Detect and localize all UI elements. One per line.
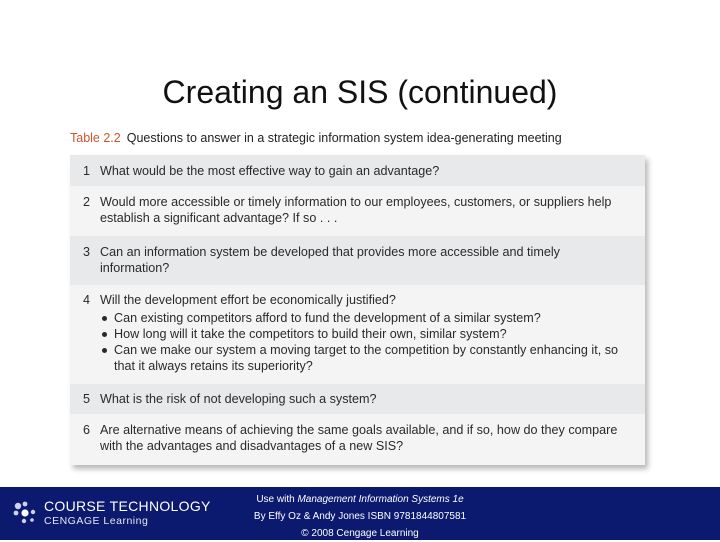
row-question: Are alternative means of achieving the same goals available, and if so, how do they compare with the advantages and disadvantages of a new SIS?: [100, 423, 618, 453]
questions-table: [70, 155, 645, 465]
row-question: Would more accessible or timely information to our employees, customers, or suppliers help establish a significant advantage? If so . . .: [100, 195, 612, 225]
logo-text-cengage: CENGAGE Learning: [44, 515, 149, 527]
bullet-list: [100, 310, 630, 374]
footer-bar: [0, 487, 720, 540]
footer-copyright: © 2008 Cengage Learning: [301, 528, 419, 539]
table-row: [70, 186, 645, 236]
logo-text-course-technology: COURSE TECHNOLOGY: [44, 498, 211, 514]
row-question: What is the risk of not developing such a system?: [100, 392, 377, 406]
row-question: Can an information system be developed that provides more accessible and timely information?: [100, 245, 560, 275]
table-row: [70, 155, 645, 186]
bullet-item: How long will it take the competitors to build their own, similar system?: [100, 326, 630, 342]
row-number: 2: [83, 195, 91, 209]
table-caption: [70, 131, 562, 145]
row-number: 4: [83, 293, 91, 307]
course-technology-logo: [12, 498, 212, 530]
row-number: 5: [83, 392, 91, 406]
row-question: What would be the most effective way to gain an advantage?: [100, 164, 440, 178]
bullet-item: Can we make our system a moving target to the competition by constantly enhancing it, so that it always retains its superiority?: [100, 342, 630, 374]
table-label: Table 2.2: [70, 131, 121, 145]
row-question: Will the development effort be economically justified?: [100, 293, 396, 307]
row-question-block: [100, 292, 630, 374]
row-number: 6: [83, 423, 91, 437]
footer-use-prefix: Use with: [256, 494, 298, 505]
bullet-item: Can existing competitors afford to fund the development of a similar system?: [100, 310, 630, 326]
table-row: [70, 236, 645, 285]
footer-book-title: Management Information Systems 1e: [297, 494, 464, 505]
table-caption-text: Questions to answer in a strategic information system idea-generating meeting: [126, 131, 562, 145]
footer-authors: By Effy Oz & Andy Jones ISBN 9781844807581: [253, 511, 467, 522]
table-row: [70, 384, 645, 414]
logo-mark-icon: [12, 500, 38, 526]
footer-credits: [240, 491, 480, 542]
footer-line-1: [240, 491, 480, 508]
slide-title: Creating an SIS (continued): [162, 74, 558, 110]
table-row: [70, 414, 645, 465]
table-row: [70, 285, 645, 384]
row-number: 1: [83, 164, 91, 178]
row-number: 3: [83, 245, 91, 259]
